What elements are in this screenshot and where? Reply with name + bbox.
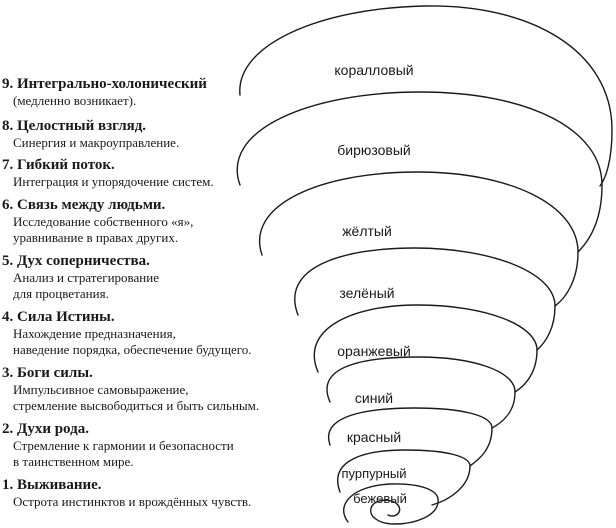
level-4-title: 4. Сила Истины. [2, 309, 115, 325]
level-2-title: 2. Духи рода. [2, 421, 89, 437]
stage-label-coral: коралловый [334, 62, 414, 78]
level-2-desc-line-1: Стремление к гармонии и безопасности [13, 438, 234, 453]
level-7-desc-line-1: Интеграция и упорядочение систем. [13, 174, 214, 189]
level-5-desc-line-2: для процветания. [13, 286, 109, 301]
stage-label-yellow: жёлтый [342, 223, 392, 239]
level-7-title: 7. Гибкий поток. [2, 157, 115, 173]
level-9-title: 9. Интегрально-холонический [2, 76, 207, 92]
level-3-desc-line-1: Импульсивное самовыражение, [13, 382, 189, 397]
level-4-desc-line-2: наведение порядка, обеспечение будущего. [13, 342, 252, 357]
spiral-loop-yellow [260, 172, 578, 306]
level-2-desc-line-2: в таинственном мире. [13, 454, 134, 469]
level-1-desc-line-1: Острота инстинктов и врождённых чувств. [13, 494, 252, 509]
stage-label-blue: синий [354, 390, 394, 406]
spiral-loop-green [295, 248, 555, 350]
stage-label-red: красный [346, 429, 402, 445]
stage-label-turquoise: бирюзовый [337, 142, 411, 158]
level-4-desc-line-1: Нахождение предназначения, [13, 326, 176, 341]
level-8-title: 8. Целостный взгляд. [2, 118, 147, 134]
level-6-desc-line-1: Исследование собственного «я», [13, 214, 194, 229]
stage-label-green: зелёный [339, 285, 395, 301]
stage-label-purple: пурпурный [341, 466, 407, 481]
level-5-title: 5. Дух соперничества. [2, 253, 150, 269]
level-6-title: 6. Связь между людьми. [2, 197, 166, 213]
level-6-desc-line-2: уравнивание в правах других. [13, 230, 179, 245]
level-5-desc-line-1: Анализ и стратегирование [13, 270, 159, 285]
level-9-desc-line-1: (медленно возникает). [13, 93, 137, 108]
stage-label-orange: оранжевый [337, 343, 411, 359]
level-3-desc-line-2: стремление высвободиться и быть сильным. [13, 398, 260, 413]
level-1-title: 1. Выживание. [2, 477, 102, 493]
stage-label-beige: бежевый [353, 491, 407, 506]
level-3-title: 3. Боги силы. [2, 365, 93, 381]
level-8-desc-line-1: Синергия и макроуправление. [13, 135, 180, 150]
spiral-loop-coral [240, 6, 612, 186]
